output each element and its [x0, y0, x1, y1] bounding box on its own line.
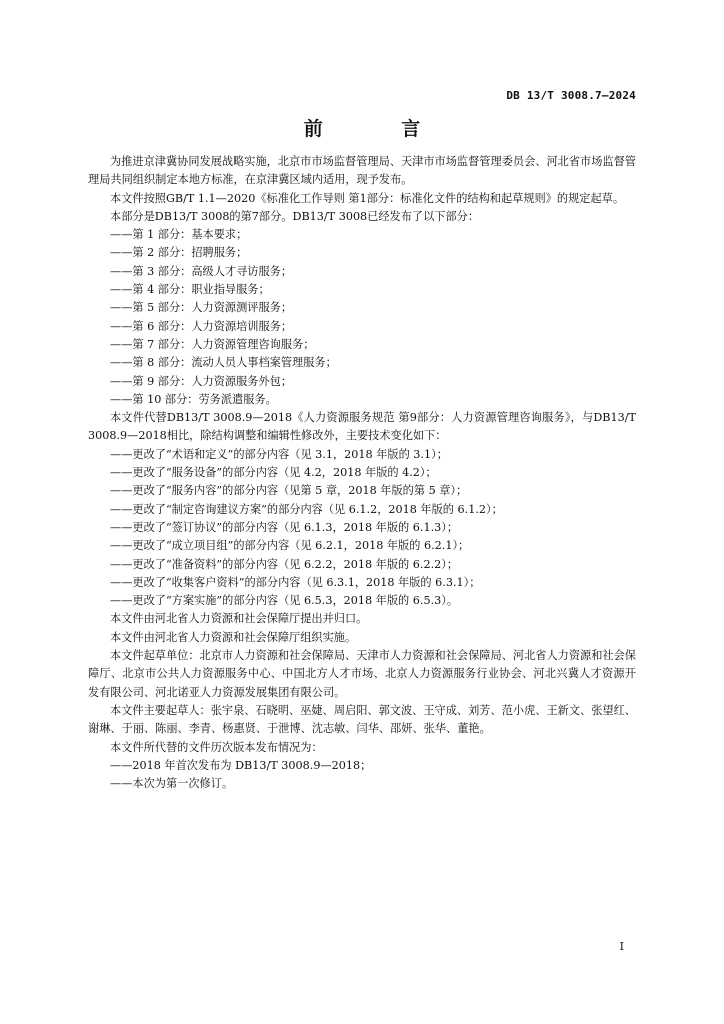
list-item: ——更改了“签订协议”的部分内容（见 6.1.3，2018 年版的 6.1.3）；	[110, 520, 459, 534]
list-item: ——更改了“制定咨询建议方案”的部分内容（见 6.1.2，2018 年版的 6.1.2）；	[110, 502, 503, 516]
page-number: I	[619, 940, 624, 953]
paragraph-drafting-units: 本文件起草单位：北京市人力资源和社会保障局、天津市人力资源和社会保障局、河北省人力资源和社会保障厅、北京市公共人力资源服务中心、中国北方人才市场、北京人力资源服务行业协会、河北兴冀人才资源开发有限公司、河北诺亚人力资源发展集团有限公司。	[88, 649, 636, 699]
list-item: ——更改了“方案实施”的部分内容（见 6.5.3，2018 年版的 6.5.3）。	[110, 594, 459, 608]
list-item: ——更改了“成立项目组”的部分内容（见 6.2.1，2018 年版的 6.2.1）；	[110, 539, 470, 553]
paragraph-drafters: 本文件主要起草人：张宇泉、石晓明、巫婕、周启阳、郭文波、王守成、刘芳、范小虎、王新文、张望红、谢琳、于丽、陈丽、李青、杨惠贤、于泄博、沈志敏、闫华、邵妍、张华、董艳。	[88, 703, 636, 736]
document-body	[88, 153, 636, 793]
list-item: ——第 4 部分：职业指导服务；	[110, 283, 270, 297]
list-item: ——第 5 部分：人力资源测评服务；	[110, 301, 293, 315]
paragraph-drafting-rules: 本文件按照GB/T 1.1—2020《标准化工作导则 第1部分：标准化文件的结构和起草规则》的规定起草。	[110, 191, 625, 205]
list-item: ——第 1 部分：基本要求；	[110, 228, 248, 242]
list-item: ——第 10 部分：劳务派遣服务。	[110, 392, 277, 406]
list-item: ——第 3 部分：高级人才寻访服务；	[110, 264, 293, 278]
paragraph-parts-intro: 本部分是DB13/T 3008的第7部分。DB13/T 3008已经发布了以下部分：	[110, 209, 480, 223]
parts-list	[88, 226, 636, 409]
changes-list	[88, 446, 636, 611]
list-item: ——更改了“服务内容”的部分内容（见第 5 章，2018 年版的第 5 章）；	[110, 484, 468, 498]
paragraph-implemented-by: 本文件由河北省人力资源和社会保障厅组织实施。	[110, 630, 357, 644]
list-item: ——更改了“收集客户资料”的部分内容（见 6.3.1，2018 年版的 6.3.1）；	[110, 575, 481, 589]
list-item: ——第 8 部分：流动人员人事档案管理服务；	[110, 356, 337, 370]
list-item: ——本次为第一次修订。	[110, 777, 234, 791]
paragraph-purpose: 为推进京津冀协同发展战略实施，北京市市场监督管理局、天津市市场监督管理委员会、河北省市场监督管理局共同组织制定本地方标准，在京津冀区域内适用，现予发布。	[88, 155, 636, 187]
list-item: ——第 6 部分：人力资源培训服务；	[110, 319, 293, 333]
list-item: ——第 2 部分：招聘服务；	[110, 246, 248, 260]
paragraph-replaces: 本文件代替DB13/T 3008.9—2018《人力资源服务规范 第9部分：人力资源管理咨询服务》，与DB13/T 3008.9—2018相比，除结构调整和编辑性修改外，主要技术变化如下：	[88, 411, 636, 443]
paragraph-history-intro: 本文件所代替的文件历次版本发布情况为：	[110, 740, 323, 754]
list-item: ——第 7 部分：人力资源管理咨询服务；	[110, 337, 315, 351]
paragraph-proposed-by: 本文件由河北省人力资源和社会保障厅提出并归口。	[110, 612, 368, 626]
list-item: ——更改了“术语和定义”的部分内容（见 3.1，2018 年版的 3.1）；	[110, 447, 448, 461]
list-item: ——2018 年首次发布为 DB13/T 3008.9—2018；	[110, 758, 372, 772]
page-title: 前 言	[303, 118, 457, 140]
list-item: ——更改了“服务设备”的部分内容（见 4.2，2018 年版的 4.2）；	[110, 466, 437, 480]
standard-number: DB 13/T 3008.7—2024	[506, 89, 636, 102]
history-list	[88, 757, 636, 794]
list-item: ——更改了“准备资料”的部分内容（见 6.2.2，2018 年版的 6.2.2）；	[110, 557, 459, 571]
list-item: ——第 9 部分：人力资源服务外包；	[110, 374, 293, 388]
